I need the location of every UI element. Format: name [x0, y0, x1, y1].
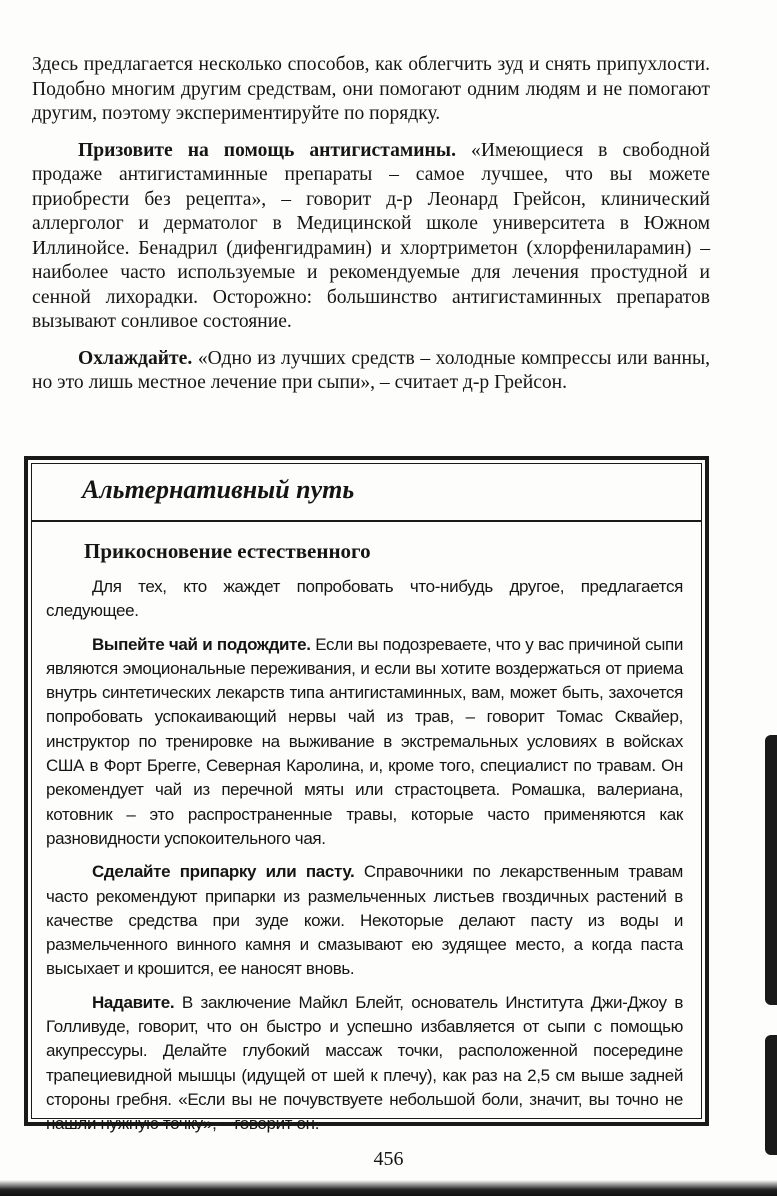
scan-edge-shadow	[765, 1035, 777, 1155]
page-number: 456	[373, 1148, 404, 1170]
sidebar-subtitle: Прикосновение естественного	[84, 539, 371, 563]
sidebar-item-acupressure	[46, 991, 683, 1137]
paragraph-cooling	[32, 347, 710, 396]
paragraph-antihistamines	[32, 139, 710, 335]
paragraph-text: «Имеющиеся в свободной продаже антигистаминные препараты – самое лучшее, что вы можете приобрести без рецепта», – говорит д-р Леонард Грейсон, клинический аллерголог и дерматолог в Медицинской школе университета в Южном Иллинойсе. Бенадрил (дифенгидрамин) и хлортриметон (хлорфениларамин) – наиболее часто используемые и рекомендуемые для лечения простудной и сенной лихорадки. Осторожно: большинство антигистаминных препаратов вызывают сонливое состояние.	[32, 139, 710, 332]
sidebar-item-poultice	[46, 860, 683, 981]
sidebar-header	[32, 464, 701, 522]
sidebar-body	[32, 522, 701, 1137]
paragraph-text: В заключение Майкл Блейт, основатель Института Джи-Джоу в Голливуде, говорит, что он быстро и успешно избавляется от сыпи с помощью акупрессуры. Делайте глубокий массаж точки, расположенной посередине трапециевидной мышцы (идущей от шей к плечу), как раз на 2,5 см выше задней стороны гребня. «Если вы не почувствуете небольшой боли, значит, вы точно не нашли нужную точку», – говорит он.	[46, 992, 683, 1134]
scan-bottom-shadow	[0, 1180, 777, 1196]
sidebar-inner-frame	[31, 463, 702, 1134]
run-in-heading: Призовите на помощь антигистамины.	[78, 139, 456, 161]
paragraph-text: Справочники по лекарственным травам часто рекомендуют припарки из размельченных листьев гвоздичных растений в качестве средства при зуде кожи. Некоторые делают пасту из воды и размельченного винного камня и смазывают ею зудящее место, а когда паста высыхает и крошится, ее наносят вновь.	[46, 862, 683, 979]
sidebar-box	[24, 456, 709, 1134]
run-in-heading: Надавите.	[92, 992, 175, 1012]
run-in-heading: Охлаждайте.	[78, 347, 193, 369]
sidebar-title: Альтернативный путь	[82, 475, 355, 504]
sidebar-intro: Для тех, кто жаждет попробовать что-нибудь другое, предлагается следующее.	[46, 577, 683, 621]
run-in-heading: Сделайте припарку или пасту.	[92, 862, 355, 882]
sidebar-item-tea	[46, 633, 683, 852]
scan-edge-shadow	[765, 735, 777, 1005]
run-in-heading: Выпейте чай и подождите.	[92, 634, 311, 654]
paragraph-text: Если вы подозреваете, что у вас причиной сыпи являются эмоциональные переживания, и если вы хотите воздержаться от приема внутрь синтетических лекарств типа антигистаминных, вам, может быть, захочется попробовать успокаивающий нервы чай из трав, – говорит Томас Сквайер, инструктор по тренировке на выживание в экстремальных условиях в войсках США в Форт Брегге, Северная Каролина, и, кроме того, специалист по травам. Он рекомендует чай из перечной мяты или страстоцвета. Ромашка, валериана, котовник – это распространенные травы, которые часто применяются как разновидности успокоительного чая.	[46, 634, 684, 848]
paragraph-text: «Одно из лучших средств – холодные компрессы или ванны, но это лишь местное лечение при сыпи», – считает д-р Грейсон.	[32, 347, 711, 393]
paragraph-intro: Здесь предлагается несколько способов, как облегчить зуд и снять припухлости. Подобно многим другим средствам, они помогают одним людям и не помогают другим, поэтому экспериментируйте по порядку.	[32, 54, 710, 124]
main-text	[32, 53, 710, 408]
